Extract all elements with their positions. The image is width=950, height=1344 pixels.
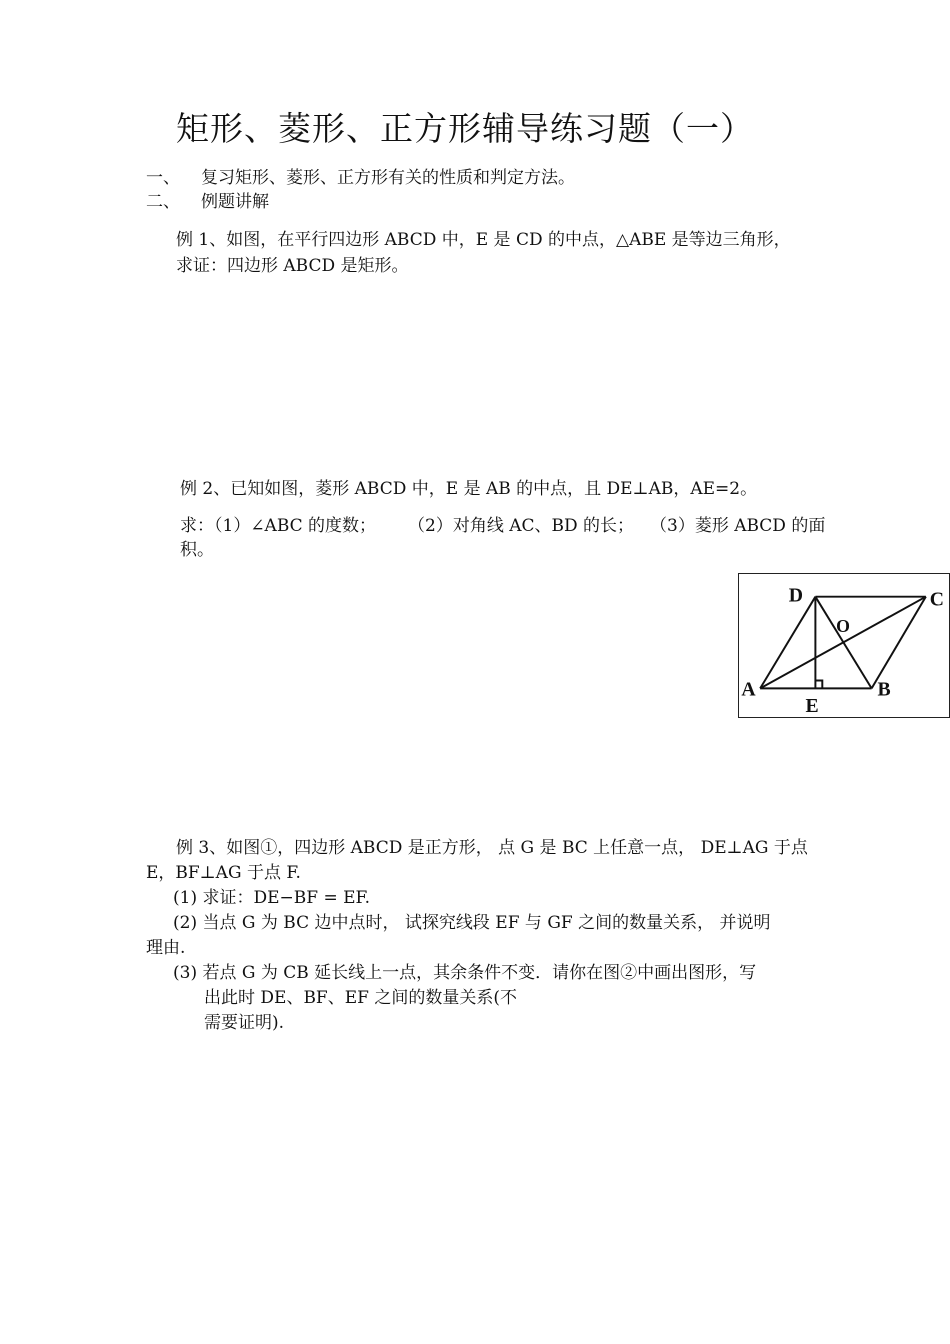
label-d: D: [788, 584, 804, 607]
example-3-line-2: E，BF⊥AG 于点 F.: [146, 863, 301, 883]
example-3-part-3-line-2: 出此时 DE、BF、EF 之间的数量关系(不: [204, 988, 517, 1008]
diagonal-db: [815, 597, 871, 689]
right-angle-mark: [815, 681, 822, 689]
example-2-line-1: 例 2、已知如图，菱形 ABCD 中，E 是 AB 的中点，且 DE⊥AB，AE=2。: [180, 479, 758, 499]
side-ad: [760, 597, 815, 689]
label-b: B: [877, 678, 891, 701]
label-e: E: [805, 695, 819, 717]
example-3-part-3-line-3: 需要证明).: [204, 1013, 285, 1033]
example-1-line-1: 例 1、如图，在平行四边形 ABCD 中，E 是 CD 的中点，△ABE 是等边三角形，: [176, 230, 791, 250]
section-1-number: 一、: [146, 168, 180, 188]
example-3-part-3-line-1: (3) 若点 G 为 CB 延长线上一点，其余条件不变．请你在图②中画出图形，写: [173, 963, 757, 983]
section-2-number: 二、: [146, 192, 180, 212]
side-cb: [872, 597, 926, 689]
example-3-part-2-line-2: 理由.: [146, 938, 186, 958]
label-a: A: [741, 678, 756, 701]
page-title: 矩形、菱形、正方形辅导练习题（一）: [176, 109, 754, 148]
section-2-text: 例题讲解: [201, 192, 269, 212]
example-2-line-3: 积。: [180, 540, 214, 560]
example-3-part-1: (1) 求证：DE−BF = EF.: [173, 888, 371, 908]
example-3-line-1: 例 3、如图①，四边形 ABCD 是正方形， 点 G 是 BC 上任意一点， DE⊥AG 于点: [176, 838, 808, 858]
rhombus-diagram: [739, 574, 949, 717]
example-2-question-2: （2）对角线 AC、BD 的长；: [408, 516, 635, 536]
label-o: O: [836, 616, 850, 637]
example-2-question-1: 求：（1）∠ABC 的度数；: [180, 516, 377, 536]
example-1-line-2: 求证：四边形 ABCD 是矩形。: [176, 256, 409, 276]
label-c: C: [929, 588, 945, 611]
example-3-part-2-line-1: (2) 当点 G 为 BC 边中点时， 试探究线段 EF 与 GF 之间的数量关系， 并说明: [173, 913, 771, 933]
section-1-text: 复习矩形、菱形、正方形有关的性质和判定方法。: [201, 168, 575, 188]
example-2-question-3: （3）菱形 ABCD 的面: [650, 516, 826, 536]
rhombus-figure: [738, 573, 950, 718]
